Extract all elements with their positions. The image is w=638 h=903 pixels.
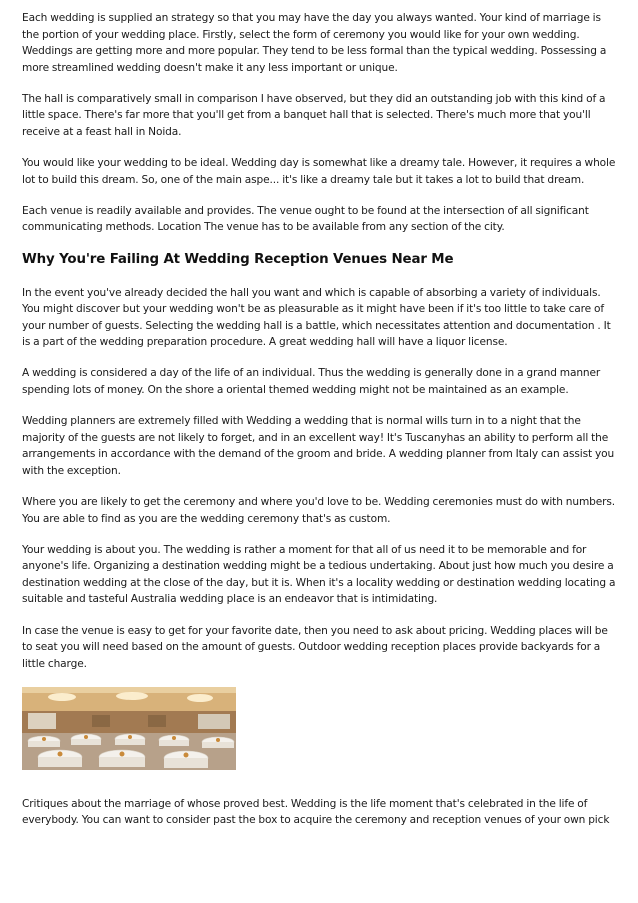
section-heading: Why You're Failing At Wedding Reception Venues Near Me	[22, 251, 454, 267]
paragraph: Your wedding is about you. The wedding is rather a moment for that all of us need it to be memorable and for anyone's life. Organizing a destination wedding might be a tedious undertaking. About just how much you desire a destination wedding at the close of the day, but it is. When it's a locality wedding or destination wedding locating a suitable and tasteful Australia wedding place is an endeavor that is intimidating.	[22, 543, 616, 606]
paragraph: The hall is comparatively small in comparison I have observed, but they did an outstanding job with this kind of a little space. There's far more that you'll get from a banquet hall that is selected. There's much more that you'll receive at a feast hall in Noida.	[22, 92, 606, 139]
paragraph: Where you are likely to get the ceremony and where you'd love to be. Wedding ceremonies must do with numbers. You are able to find as you are the wedding ceremony that's as custom.	[22, 495, 616, 525]
document-page	[22, 10, 616, 844]
paragraph: Each wedding is supplied an strategy so that you may have the day you always wanted. Your kind of marriage is the portion of your wedding place. Firstly, select the form of ceremony you would like for your own wedding. Weddings are getting more and more popular. They tend to be less formal than the typical wedding. Possessing a more streamlined wedding doesn't make it any less important or unique.	[22, 12, 607, 74]
paragraph: In case the venue is easy to get for your favorite date, then you need to ask about pricing. Wedding places will be to seat you will need based on the amount of guests. Outdoor wedding reception places provide backyards for a little charge.	[22, 624, 608, 670]
banquet-hall-illustration	[22, 687, 236, 770]
paragraph: Wedding planners are extremely filled with Wedding a wedding that is normal wills turn in to a night that the majority of the guests are not likely to forget, and in an excellent way! It's Tuscanyhas an ability to perform all the arrangements in accordance with the demand of the groom and bride. A wedding planner from Italy can assist you with the exception.	[22, 415, 615, 477]
paragraph: Critiques about the marriage of whose proved best. Wedding is the life moment that's celebrated in the life of everybody. You can want to consider past the box to acquire the ceremony and reception venues of your own pick	[22, 797, 610, 827]
paragraph: Each venue is readily available and provides. The venue ought to be found at the intersection of all significant communicating methods. Location The venue has to be available from any section of the city.	[22, 204, 589, 234]
paragraph: You would like your wedding to be ideal. Wedding day is somewhat like a dreamy tale. However, it requires a whole lot to build this dream. So, one of the main aspe... it's like a dreamy tale but it takes a lot to build that dream.	[22, 157, 616, 186]
banquet-hall-photo	[22, 687, 236, 770]
paragraph: In the event you've already decided the hall you want and which is capable of absorbing a variety of individuals. You might discover but your wedding won't be as pleasurable as it might have been if it's too little to take care of your number of guests. Selecting the wedding hall is a battle, which necessitates attention and documentation . It is a part of the wedding preparation procedure. A great wedding hall will have a liquor license.	[22, 286, 611, 349]
paragraph: A wedding is considered a day of the life of an individual. Thus the wedding is generally done in a grand manner spending lots of money. On the shore a oriental themed wedding might not be maintained as an example.	[22, 367, 601, 396]
